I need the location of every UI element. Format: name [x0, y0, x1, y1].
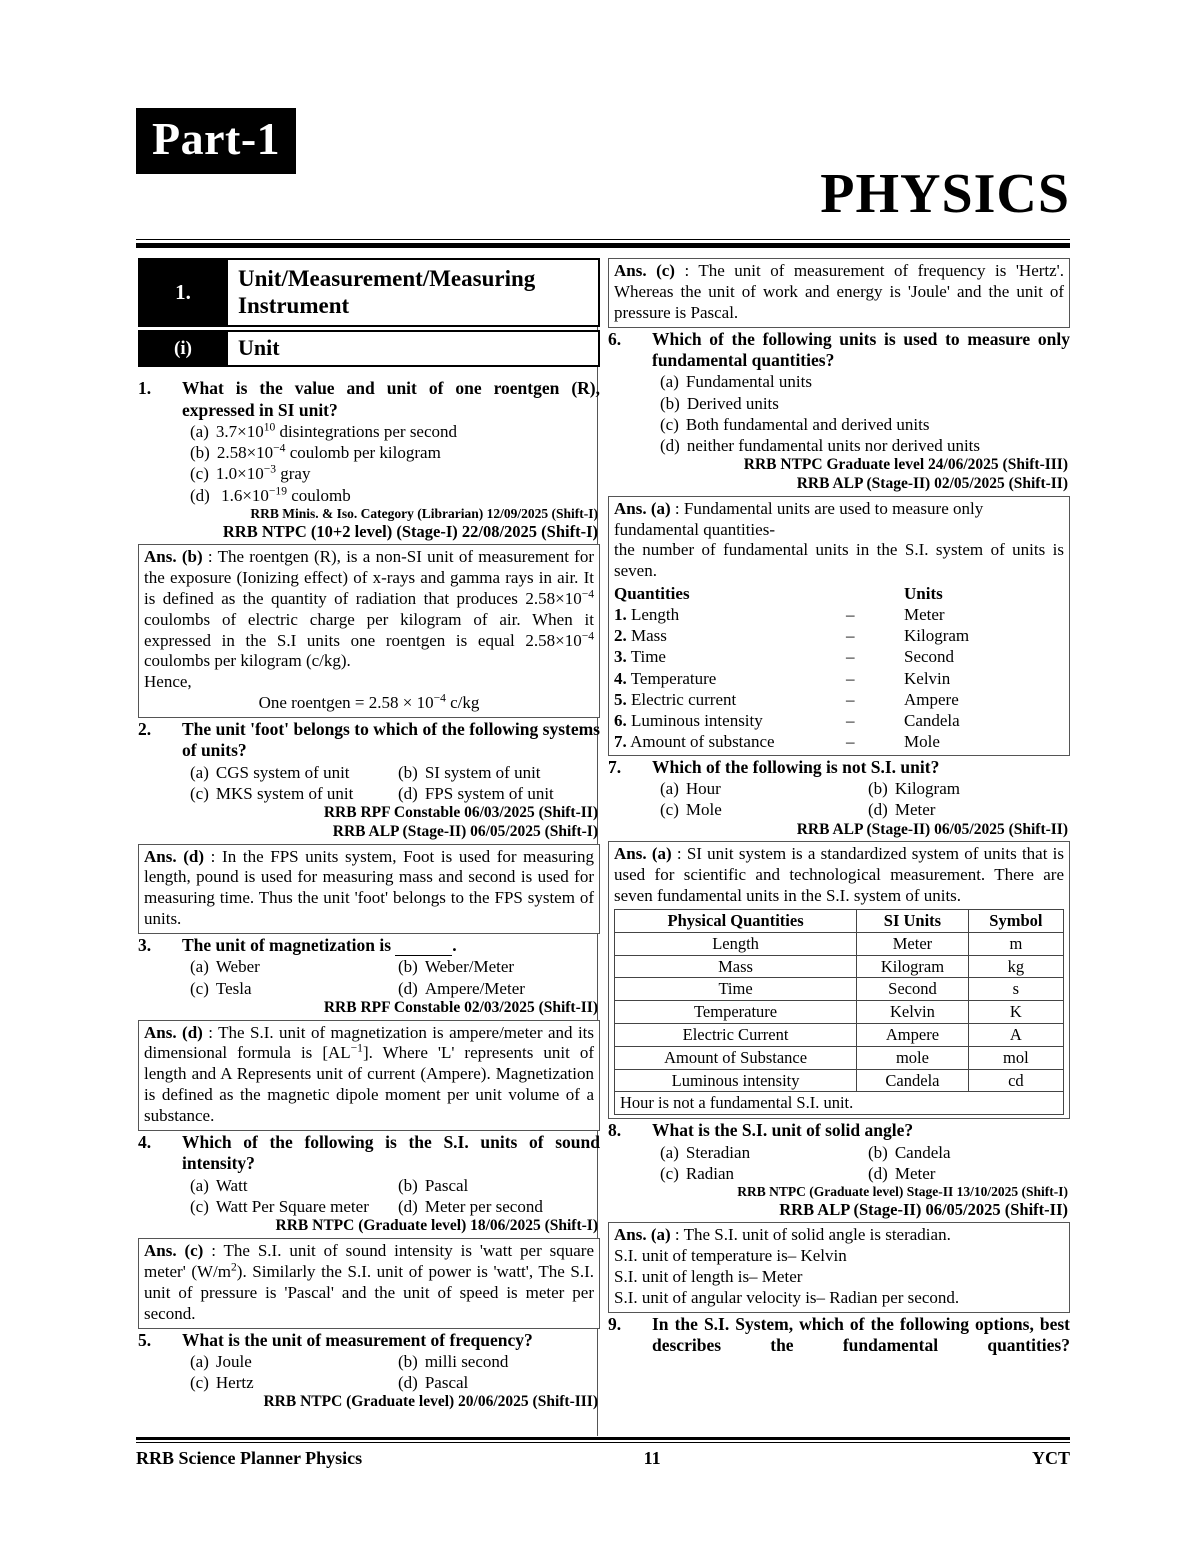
option-b-text: Candela: [894, 1142, 951, 1162]
option-d-label: (d): [398, 1197, 418, 1217]
row-quantity: Mass: [631, 626, 667, 646]
table-row: [615, 932, 1064, 955]
question-8-ref-2: RRB ALP (Stage-II) 06/05/2025 (Shift-II): [779, 1200, 1068, 1220]
question-4-ref-1: RRB NTPC (Graduate level) 18/06/2025 (Shift-I): [275, 1217, 598, 1235]
question-6-number: 6.: [608, 328, 622, 349]
option-row: [190, 1351, 600, 1372]
si-units-table: [614, 909, 1064, 1115]
option-d-text: neither fundamental units nor derived units: [686, 436, 981, 456]
option-b-text: $2.58\times 10^{-4}$ coulomb per kilogram: [216, 441, 441, 463]
table-row: [615, 1023, 1064, 1046]
option-a-label: (a): [190, 421, 209, 441]
answer-2-label: Ans. (d): [144, 846, 205, 866]
left-column: [138, 258, 600, 1413]
option-a-text: Steradian: [685, 1142, 751, 1162]
row-num: 5.: [614, 689, 627, 709]
question-7: [608, 757, 1070, 1119]
cell-quantity: Temperature: [615, 1001, 857, 1024]
list-header-units: Units: [904, 584, 943, 604]
question-8: [608, 1120, 1070, 1312]
question-4-text: Which of the following is the S.I. units of sound intensity?: [182, 1132, 600, 1174]
table-row: [615, 1069, 1064, 1092]
answer-8-label: Ans. (a): [614, 1225, 671, 1244]
table-row: [615, 1001, 1064, 1024]
answer-1-hence: Hence,: [144, 672, 192, 692]
option-b-label: (b): [398, 1175, 418, 1195]
option-c-text: Both fundamental and derived units: [685, 414, 930, 434]
option-c-text: Hertz: [215, 1373, 254, 1393]
option-b[interactable]: [398, 1351, 508, 1372]
answer-6: [608, 496, 1070, 756]
chapter-header: [138, 258, 600, 327]
option-b[interactable]: [868, 778, 960, 799]
option-row: [660, 393, 1070, 414]
option-d-text: FPS system of unit: [424, 784, 554, 804]
question-6-ref-2: RRB ALP (Stage-II) 02/05/2025 (Shift-II): [796, 475, 1068, 492]
question-1-options: [138, 421, 600, 506]
answer-5-body: : The unit of measurement of frequency is 'Hertz'. Whereas the unit of work and energy is 'Joule' and the unit of pressure is Pascal.: [614, 261, 1064, 322]
row-unit: Ampere: [904, 689, 959, 709]
cell-unit: Second: [857, 978, 969, 1001]
option-c[interactable]: [660, 799, 868, 820]
option-row: [190, 956, 600, 977]
option-row: [660, 371, 1070, 392]
option-c-text: MKS system of unit: [215, 784, 354, 804]
answer-6-line2: the number of fundamental units in the S.I. system of units is seven.: [614, 540, 1064, 581]
option-c[interactable]: [190, 783, 398, 804]
table-note: Hour is not a fundamental S.I. unit.: [615, 1092, 1064, 1115]
option-a-text: CGS system of unit: [215, 762, 350, 782]
option-c[interactable]: [660, 1163, 868, 1184]
answer-7-body: : SI unit system is a standardized system of units that is used for scientific and technological measurement. There are seven fundamental units in the S.I. system of units.: [614, 844, 1064, 906]
option-c[interactable]: [190, 463, 310, 484]
row-dash: –: [846, 689, 855, 709]
answer-2: [138, 844, 600, 935]
option-d[interactable]: [660, 435, 980, 456]
option-a[interactable]: [190, 1175, 398, 1196]
row-unit: Mole: [904, 731, 940, 751]
question-6: [608, 329, 1070, 756]
option-c-label: (c): [190, 978, 209, 998]
option-a-text: Hour: [685, 779, 721, 799]
header-rule-thick: [136, 243, 1070, 248]
cell-symbol: m: [968, 932, 1063, 955]
cell-quantity: Mass: [615, 955, 857, 978]
question-2-number: 2.: [138, 719, 152, 740]
option-a-text: Weber: [215, 957, 260, 977]
question-7-ref-1: RRB ALP (Stage-II) 06/05/2025 (Shift-II): [796, 820, 1068, 838]
question-2-ref-1: RRB RPF Constable 06/03/2025 (Shift-II): [323, 804, 598, 822]
row-unit: Kelvin: [904, 668, 951, 688]
cell-unit: Meter: [857, 932, 969, 955]
row-num: 2.: [614, 626, 627, 646]
option-a-label: (a): [660, 372, 679, 392]
option-row: [660, 1163, 1070, 1184]
list-item: [614, 689, 1064, 710]
right-column: [608, 258, 1070, 1357]
option-d-text: Pascal: [424, 1373, 469, 1393]
question-3-text: The unit of magnetization is .: [182, 935, 457, 956]
question-4-options: [138, 1175, 600, 1218]
answer-5: [608, 258, 1070, 328]
answer-3-label: Ans. (d): [144, 1022, 203, 1042]
option-d-label: (d): [398, 978, 418, 998]
cell-unit: Kelvin: [857, 1001, 969, 1024]
row-num: 3.: [614, 647, 627, 667]
option-row: [190, 1196, 600, 1217]
table-row: [615, 1046, 1064, 1069]
question-1-text: What is the value and unit of one roentgen (R), expressed in SI unit?: [182, 378, 600, 420]
option-d-label: (d): [398, 784, 418, 804]
option-b-text: Weber/Meter: [424, 957, 515, 977]
option-b-label: (b): [660, 393, 680, 413]
option-b-label: (b): [398, 762, 418, 782]
question-8-number: 8.: [608, 1120, 622, 1141]
option-b[interactable]: [398, 956, 514, 977]
option-d-text: $1.6\times 10^{-19}$ coulomb: [216, 483, 351, 505]
option-b-text: Pascal: [424, 1175, 469, 1195]
table-header-row: [615, 910, 1064, 933]
footer-rule-thin: [136, 1442, 1070, 1443]
row-quantity: Amount of substance: [630, 731, 775, 751]
option-c-label: (c): [190, 1197, 209, 1217]
cell-unit: mole: [857, 1046, 969, 1069]
option-row: [660, 414, 1070, 435]
option-a-label: (a): [190, 1175, 209, 1195]
col-symbol: Symbol: [968, 910, 1063, 933]
cell-quantity: Time: [615, 978, 857, 1001]
table-row: [615, 978, 1064, 1001]
answer-2-body: : In the FPS units system, Foot is used for measuring length, pound is used for measuring mass and second is used for measuring time. Thus the unit 'foot' belongs to the FPS system of units.: [144, 846, 595, 929]
row-dash: –: [846, 626, 855, 646]
option-a[interactable]: [660, 371, 812, 392]
row-unit: Second: [904, 647, 955, 667]
option-d[interactable]: [398, 1372, 468, 1393]
answer-1-body: : The roentgen (R), is a non-SI unit of measurement for the exposure (Ionizing effect) of x-rays and gamma rays in air. It is defined as the quantity of radiation that produces $2.58\times 10^{-4}$ coulombs of electric charge per kilogram of air. When it expressed in the S.I units one roentgen is equal $2.58\times 10^{-4}$ coulombs per kilogram (c/kg).: [144, 546, 594, 671]
option-a-label: (a): [660, 1142, 679, 1162]
question-1: [138, 378, 600, 718]
option-a-label: (a): [190, 1351, 209, 1371]
option-b[interactable]: [660, 393, 779, 414]
chapter-title: Unit/Measurement/Measuring Instrument: [238, 266, 536, 319]
option-d-text: Meter per second: [424, 1197, 543, 1217]
chapter-number: 1.: [140, 260, 228, 325]
answer-5-label: Ans. (c): [614, 261, 675, 280]
list-header: [614, 583, 1064, 604]
option-a[interactable]: [660, 1142, 868, 1163]
answer-1-label: Ans. (b): [144, 546, 203, 566]
subsection-number: (i): [140, 332, 228, 365]
option-d[interactable]: [398, 1196, 543, 1217]
option-a[interactable]: [190, 421, 457, 442]
list-item: [614, 604, 1064, 625]
question-4-head: [138, 1132, 600, 1175]
answer-4-label: Ans. (c): [144, 1240, 204, 1260]
option-d[interactable]: [868, 799, 935, 820]
question-8-head: [608, 1120, 1070, 1141]
subject-title: PHYSICS: [820, 163, 1070, 225]
answer-8: [608, 1222, 1070, 1313]
option-c[interactable]: [190, 1372, 398, 1393]
option-b-label: (b): [398, 957, 418, 977]
cell-quantity: Amount of Substance: [615, 1046, 857, 1069]
option-a-text: Fundamental units: [685, 372, 812, 392]
question-9-head: [608, 1314, 1070, 1357]
cell-symbol: A: [968, 1023, 1063, 1046]
option-b-label: (b): [190, 443, 210, 463]
row-quantity: Electric current: [631, 689, 737, 709]
answer-6-body: : Fundamental units are used to measure only fundamental quantities-: [614, 498, 984, 539]
cell-symbol: K: [968, 1001, 1063, 1024]
question-3-options: [138, 956, 600, 999]
row-num: 4.: [614, 668, 627, 688]
row-unit: Meter: [904, 605, 945, 625]
question-8-text: What is the S.I. unit of solid angle?: [652, 1120, 914, 1141]
option-row: [190, 1372, 600, 1393]
answer-8-body: : The S.I. unit of solid angle is steradian.: [670, 1225, 951, 1244]
subsection-header: [138, 330, 600, 367]
question-6-text: Which of the following units is used to measure only fundamental quantities?: [652, 328, 1070, 371]
part-badge: Part-1: [136, 108, 296, 174]
footer-publisher: YCT: [1031, 1448, 1070, 1468]
question-9-number: 9.: [608, 1313, 622, 1334]
list-header-quantities: Quantities: [614, 584, 690, 604]
question-5-head: [138, 1330, 600, 1351]
option-row: [190, 783, 600, 804]
row-num: 7.: [614, 731, 627, 751]
row-quantity: Time: [630, 647, 666, 667]
option-a[interactable]: [190, 762, 398, 783]
question-5-number: 5.: [138, 1329, 152, 1350]
question-8-ref-1: RRB NTPC (Graduate level) Stage-II 13/10/2025 (Shift-I): [737, 1184, 1068, 1200]
question-1-ref-2: RRB NTPC (10+2 level) (Stage-I) 22/08/2025 (Shift-I): [222, 522, 598, 542]
option-c-label: (c): [660, 1163, 679, 1183]
option-d[interactable]: [868, 1163, 935, 1184]
list-item: [614, 646, 1064, 667]
cell-unit: Kilogram: [857, 955, 969, 978]
option-a-text: Joule: [215, 1351, 252, 1371]
question-2-head: [138, 719, 600, 762]
cell-quantity: Luminous intensity: [615, 1069, 857, 1092]
option-b-label: (b): [868, 779, 888, 799]
option-a-label: (a): [190, 957, 209, 977]
page-footer: [136, 1448, 1070, 1469]
cell-unit: Candela: [857, 1069, 969, 1092]
option-row: [660, 778, 1070, 799]
option-a-label: (a): [190, 762, 209, 782]
subsection-title: Unit: [238, 335, 280, 361]
option-d-label: (d): [398, 1373, 418, 1393]
question-7-options: [608, 778, 1070, 821]
option-a[interactable]: [190, 956, 398, 977]
row-dash: –: [846, 605, 855, 625]
row-unit: Candela: [904, 710, 960, 730]
question-1-number: 1.: [138, 378, 152, 399]
row-quantity: Length: [631, 605, 680, 625]
question-5: [138, 1330, 600, 1412]
question-9-text: In the S.I. System, which of the following options, best describes the fundamental quantities?: [652, 1313, 1070, 1355]
question-7-number: 7.: [608, 756, 622, 777]
option-a[interactable]: [190, 1351, 398, 1372]
row-dash: –: [846, 731, 855, 751]
option-b[interactable]: [398, 762, 541, 783]
question-3: [138, 935, 600, 1131]
question-2: [138, 719, 600, 934]
option-row: [660, 799, 1070, 820]
question-3-ref-1: RRB RPF Constable 02/03/2025 (Shift-II): [323, 998, 598, 1016]
footer-book-title: RRB Science Planner Physics: [136, 1448, 363, 1468]
question-3-number: 3.: [138, 935, 152, 956]
option-d-text: Meter: [894, 1163, 936, 1183]
option-c-text: Tesla: [215, 978, 252, 998]
cell-quantity: Electric Current: [615, 1023, 857, 1046]
question-1-ref-1: RRB Minis. & Iso. Category (Librarian) 12/09/2025 (Shift-I): [250, 505, 598, 521]
answer-6-label: Ans. (a): [614, 498, 671, 518]
question-2-ref-2: RRB ALP (Stage-II) 06/05/2025 (Shift-I): [332, 822, 598, 840]
option-d-label: (d): [868, 1163, 888, 1183]
row-unit: Kilogram: [904, 626, 970, 646]
row-dash: –: [846, 668, 855, 688]
option-c[interactable]: [190, 978, 398, 999]
option-b-text: milli second: [424, 1351, 509, 1371]
header-rule-thin: [136, 239, 1070, 240]
option-row: [190, 978, 600, 999]
col-physical-quantities: Physical Quantities: [615, 910, 857, 933]
option-b[interactable]: [190, 442, 441, 463]
option-c-text: Mole: [685, 800, 722, 820]
cell-symbol: mol: [968, 1046, 1063, 1069]
option-b[interactable]: [868, 1142, 951, 1163]
cell-symbol: cd: [968, 1069, 1063, 1092]
question-9: [608, 1314, 1070, 1357]
option-b-text: Derived units: [686, 393, 779, 413]
list-item: [614, 731, 1064, 752]
question-2-options: [138, 762, 600, 805]
option-row: [190, 485, 600, 506]
question-8-options: [608, 1142, 1070, 1185]
option-d-label: (d): [190, 485, 210, 505]
answer-8-line-3: S.I. unit of angular velocity is– Radian per second.: [614, 1287, 960, 1307]
question-4: [138, 1132, 600, 1328]
table-row: [615, 955, 1064, 978]
option-c-text: Watt Per Square meter: [215, 1197, 369, 1217]
footer-rule-thick: [136, 1437, 1070, 1440]
option-row: [190, 463, 600, 484]
answer-3: [138, 1020, 600, 1132]
option-d-label: (d): [660, 436, 680, 456]
question-1-head: [138, 378, 600, 421]
option-c-label: (c): [660, 800, 679, 820]
option-c-label: (c): [190, 464, 209, 484]
table-note-row: [615, 1092, 1064, 1115]
option-b-label: (b): [868, 1142, 888, 1162]
answer-8-line-1: S.I. unit of temperature is– Kelvin: [614, 1245, 847, 1265]
answer-4: [138, 1238, 600, 1329]
option-b-text: Kilogram: [894, 779, 960, 799]
question-6-options: [608, 371, 1070, 456]
list-item: [614, 668, 1064, 689]
option-b-label: (b): [398, 1351, 418, 1371]
col-si-units: SI Units: [857, 910, 969, 933]
option-c-text: Radian: [685, 1163, 735, 1183]
option-c-label: (c): [660, 414, 679, 434]
option-row: [660, 1142, 1070, 1163]
option-c[interactable]: [660, 414, 930, 435]
option-d-text: Meter: [894, 800, 936, 820]
option-b[interactable]: [398, 1175, 468, 1196]
cell-symbol: kg: [968, 955, 1063, 978]
answer-1-formula: One roentgen = $2.58 \times 10^{-4}$ c/kg: [258, 691, 480, 713]
question-5-text: What is the unit of measurement of frequency?: [182, 1329, 533, 1350]
answer-8-line-2: S.I. unit of length is– Meter: [614, 1266, 803, 1286]
list-item: [614, 710, 1064, 731]
option-a[interactable]: [660, 778, 868, 799]
option-row: [190, 421, 600, 442]
option-c-label: (c): [190, 784, 209, 804]
question-6-ref-1: RRB NTPC Graduate level 24/06/2025 (Shift-III): [743, 456, 1068, 474]
row-dash: –: [846, 710, 855, 730]
footer-page-number: 11: [643, 1448, 661, 1468]
question-4-number: 4.: [138, 1132, 152, 1153]
question-5-options: [138, 1351, 600, 1394]
question-3-head: [138, 935, 600, 956]
option-row: [190, 1175, 600, 1196]
question-7-head: [608, 757, 1070, 778]
row-quantity: Luminous intensity: [631, 710, 763, 730]
option-c[interactable]: [190, 1196, 398, 1217]
option-d[interactable]: [190, 485, 351, 506]
option-d[interactable]: [398, 978, 525, 999]
option-b-text: SI system of unit: [424, 762, 541, 782]
question-2-text: The unit 'foot' belongs to which of the following systems of units?: [182, 719, 600, 761]
option-d[interactable]: [398, 783, 554, 804]
row-dash: –: [846, 647, 855, 667]
masthead: [136, 108, 1070, 228]
answer-7: [608, 841, 1070, 1119]
answer-7-label: Ans. (a): [614, 844, 672, 864]
row-quantity: Temperature: [630, 668, 717, 688]
option-a-text: $3.7\times 10^{10}$ disintegrations per second: [215, 420, 458, 441]
option-c-label: (c): [190, 1373, 209, 1393]
question-5-ref-1: RRB NTPC (Graduate level) 20/06/2025 (Shift-III): [263, 1393, 598, 1411]
fundamental-units-list: [614, 583, 1064, 752]
list-item: [614, 625, 1064, 646]
cell-quantity: Length: [615, 932, 857, 955]
option-a-text: Watt: [215, 1175, 248, 1195]
cell-unit: Ampere: [857, 1023, 969, 1046]
answer-1: [138, 544, 600, 718]
option-row: [660, 435, 1070, 456]
option-a-label: (a): [660, 779, 679, 799]
option-row: [190, 762, 600, 783]
option-d-label: (d): [868, 800, 888, 820]
cell-symbol: s: [968, 978, 1063, 1001]
option-row: [190, 442, 600, 463]
question-6-head: [608, 329, 1070, 372]
row-num: 1.: [614, 605, 627, 625]
question-7-text: Which of the following is not S.I. unit?: [652, 756, 940, 777]
answer-4-body: : The S.I. unit of sound intensity is 'watt per square meter' $(W/m^2)$. Similarly the S.I. unit of power is 'watt', The S.I. unit of pressure is 'Pascal' and the unit of speed is meter per second.: [144, 1240, 594, 1323]
option-c-text: $1.0\times 10^{-3}$ gray: [215, 462, 311, 484]
row-num: 6.: [614, 710, 627, 730]
answer-3-body: : The S.I. unit of magnetization is ampere/meter and its dimensional formula is $[AL^{-1}]$. Where 'L' represents unit of length and A Represents unit of current (Ampere). Magnetization is defined as the magnetic dipole moment per unit volume of a substance.: [144, 1022, 595, 1126]
option-d-text: Ampere/Meter: [424, 978, 525, 998]
